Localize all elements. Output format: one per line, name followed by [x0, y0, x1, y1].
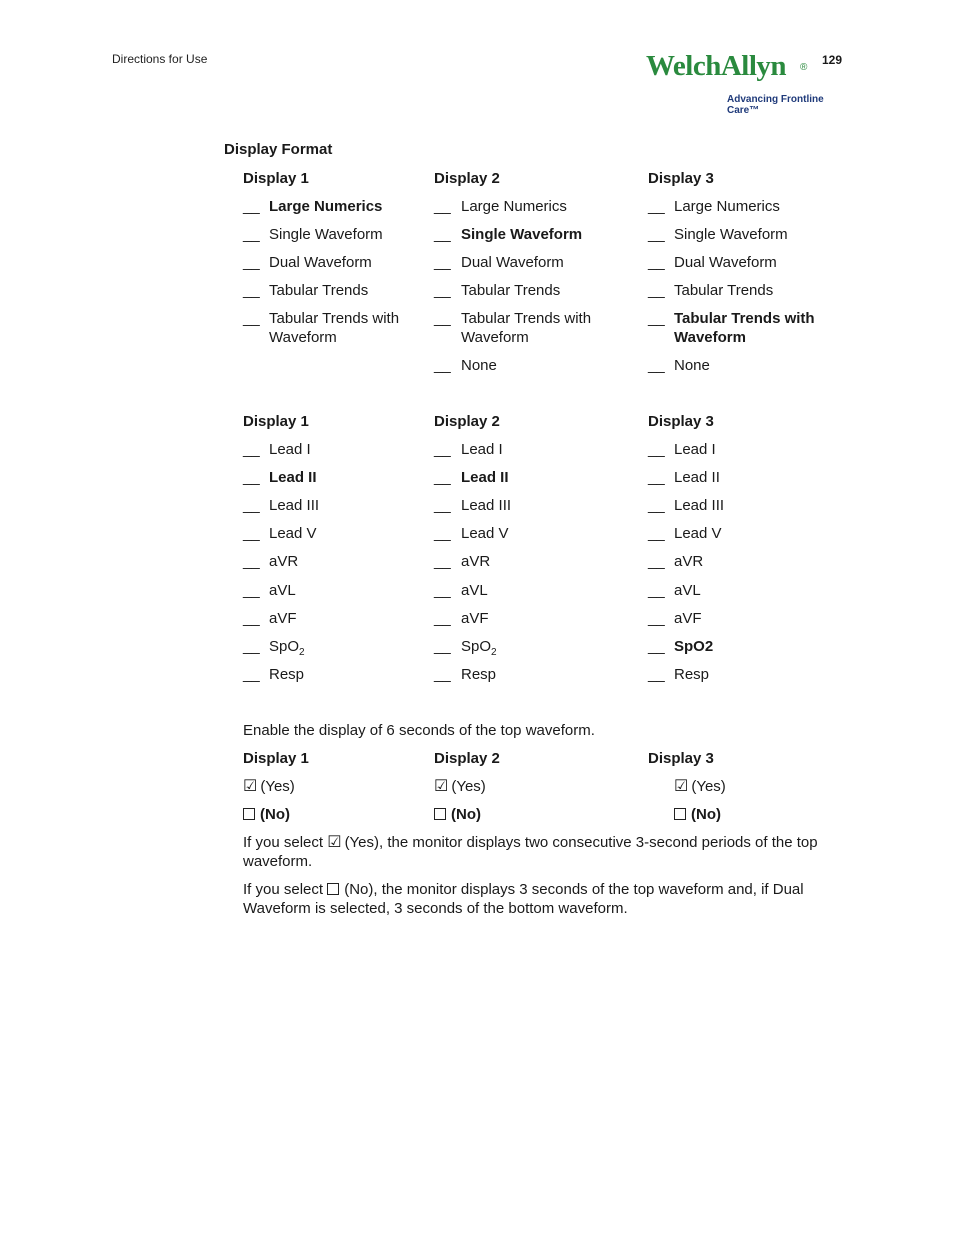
option-single-waveform: Single Waveform	[674, 226, 788, 243]
blank-line: __	[434, 254, 451, 271]
blank-line: __	[648, 226, 665, 243]
option-dual-waveform: Dual Waveform	[461, 254, 564, 271]
blank-line: __	[434, 582, 451, 599]
no-option	[674, 805, 721, 824]
blank-line: __	[648, 357, 665, 374]
lead-spo2	[461, 637, 497, 662]
blank-line: __	[648, 666, 665, 683]
blank-line: __	[243, 469, 260, 486]
no-option	[243, 805, 290, 824]
lead-avr: aVR	[674, 553, 704, 570]
yes-pre: If you select	[243, 834, 324, 851]
lead-resp: Resp	[674, 666, 710, 683]
format-header-display-2: Display 2	[434, 170, 500, 187]
yes-label: (Yes)	[451, 778, 486, 795]
section-title: Display Format	[224, 141, 333, 158]
lead-avf: aVF	[674, 610, 702, 627]
lead-ii: Lead II	[461, 469, 509, 486]
blank-line: __	[648, 441, 665, 458]
lead-avl: aVL	[674, 582, 701, 599]
option-single-waveform: Single Waveform	[461, 226, 583, 243]
logo-wordmark: WelchAllyn	[646, 50, 787, 82]
yes-post: (Yes), the monitor displays two consecutive 3-second periods of the top waveform.	[243, 834, 818, 870]
option-large-numerics: Large Numerics	[461, 198, 567, 215]
no-pre: If you select	[243, 881, 324, 898]
blank-line: __	[648, 610, 665, 627]
six-sec-header-display-2: Display 2	[434, 750, 500, 767]
six-second-intro: Enable the display of 6 seconds of the top waveform.	[243, 722, 595, 739]
checked-box-icon: ☑	[434, 778, 449, 795]
lead-avf: aVF	[269, 610, 297, 627]
lead-avl: aVL	[269, 582, 296, 599]
blank-line: __	[434, 525, 451, 542]
blank-line: __	[434, 610, 451, 627]
lead-resp: Resp	[269, 666, 305, 683]
lead-iii: Lead III	[269, 497, 320, 514]
yes-option	[243, 777, 295, 796]
blank-line: __	[434, 469, 451, 486]
blank-line: __	[648, 198, 665, 215]
empty-box-icon	[243, 808, 255, 820]
no-label: (No)	[260, 806, 290, 823]
option-none: None	[674, 357, 710, 374]
no-label: (No)	[691, 806, 721, 823]
blank-line: __	[434, 226, 451, 243]
blank-line: __	[243, 198, 260, 215]
no-label: (No)	[451, 806, 481, 823]
option-tabular-trends-waveform: Tabular Trends with Waveform	[674, 310, 815, 346]
option-single-waveform: Single Waveform	[269, 226, 383, 243]
lead-avr: aVR	[269, 553, 299, 570]
blank-line: __	[243, 610, 260, 627]
lead-resp: Resp	[461, 666, 497, 683]
empty-box-icon	[674, 808, 686, 820]
no-option	[434, 805, 481, 824]
blank-line: __	[434, 441, 451, 458]
no-explanation	[243, 880, 843, 918]
option-dual-waveform: Dual Waveform	[674, 254, 777, 271]
lead-header-display-3: Display 3	[648, 413, 714, 430]
lead-ii: Lead II	[269, 469, 317, 486]
option-large-numerics: Large Numerics	[269, 198, 383, 215]
checked-box-icon: ☑	[243, 778, 258, 795]
lead-avl: aVL	[461, 582, 488, 599]
blank-line: __	[648, 582, 665, 599]
spo2-label: SpO	[461, 638, 492, 655]
yes-label: (Yes)	[691, 778, 726, 795]
lead-iii: Lead III	[461, 497, 512, 514]
format-header-display-1: Display 1	[243, 170, 309, 187]
blank-line: __	[648, 254, 665, 271]
blank-line: __	[243, 582, 260, 599]
lead-i: Lead I	[461, 441, 503, 458]
no-post: (No), the monitor displays 3 seconds of the top waveform and, if Dual Waveform is selected, 3 seconds of the bottom waveform.	[243, 881, 804, 917]
six-sec-header-display-1: Display 1	[243, 750, 309, 767]
yes-explanation	[243, 833, 843, 871]
blank-line: __	[434, 310, 451, 327]
option-tabular-trends: Tabular Trends	[269, 282, 369, 299]
blank-line: __	[243, 638, 260, 655]
lead-i: Lead I	[269, 441, 311, 458]
blank-line: __	[648, 469, 665, 486]
option-tabular-trends-waveform: Tabular Trends with Waveform	[269, 310, 400, 346]
blank-line: __	[648, 497, 665, 514]
logo-registered-mark: ®	[800, 62, 808, 73]
blank-line: __	[243, 254, 260, 271]
blank-line: __	[243, 553, 260, 570]
blank-line: __	[648, 638, 665, 655]
format-header-display-3: Display 3	[648, 170, 714, 187]
blank-line: __	[648, 282, 665, 299]
yes-label: (Yes)	[260, 778, 295, 795]
empty-box-icon	[434, 808, 446, 820]
lead-avr: aVR	[461, 553, 491, 570]
blank-line: __	[434, 666, 451, 683]
welch-allyn-logo	[646, 50, 846, 116]
lead-v: Lead V	[269, 525, 317, 542]
blank-line: __	[243, 525, 260, 542]
blank-line: __	[243, 310, 260, 327]
lead-v: Lead V	[674, 525, 722, 542]
page-number: 129	[822, 53, 843, 67]
blank-line: __	[243, 282, 260, 299]
lead-avf: aVF	[461, 610, 489, 627]
lead-i: Lead I	[674, 441, 716, 458]
spo2-label: SpO	[269, 638, 300, 655]
blank-line: __	[648, 310, 665, 327]
blank-line: __	[243, 497, 260, 514]
six-sec-header-display-3: Display 3	[648, 750, 714, 767]
blank-line: __	[434, 282, 451, 299]
lead-iii: Lead III	[674, 497, 725, 514]
blank-line: __	[648, 525, 665, 542]
blank-line: __	[434, 198, 451, 215]
lead-v: Lead V	[461, 525, 509, 542]
subscript-2: 2	[491, 647, 497, 658]
checked-box-icon: ☑	[674, 778, 689, 795]
yes-option	[434, 777, 486, 796]
document-title: Directions for Use	[112, 52, 208, 66]
logo-tagline: Advancing Frontline Care™	[727, 94, 824, 116]
option-dual-waveform: Dual Waveform	[269, 254, 372, 271]
option-none: None	[461, 357, 497, 374]
option-large-numerics: Large Numerics	[674, 198, 780, 215]
lead-spo2: SpO2	[674, 638, 714, 655]
lead-header-display-2: Display 2	[434, 413, 500, 430]
option-tabular-trends-waveform: Tabular Trends with Waveform	[461, 310, 592, 346]
blank-line: __	[243, 226, 260, 243]
empty-box-icon	[327, 883, 339, 895]
option-tabular-trends: Tabular Trends	[674, 282, 774, 299]
blank-line: __	[243, 441, 260, 458]
lead-ii: Lead II	[674, 469, 720, 486]
subscript-2: 2	[299, 647, 305, 658]
blank-line: __	[243, 666, 260, 683]
blank-line: __	[434, 357, 451, 374]
blank-line: __	[648, 553, 665, 570]
checked-box-icon: ☑	[327, 834, 342, 851]
option-tabular-trends: Tabular Trends	[461, 282, 561, 299]
blank-line: __	[434, 638, 451, 655]
blank-line: __	[434, 553, 451, 570]
blank-line: __	[434, 497, 451, 514]
yes-option	[674, 777, 726, 796]
lead-header-display-1: Display 1	[243, 413, 309, 430]
lead-spo2	[269, 637, 305, 662]
